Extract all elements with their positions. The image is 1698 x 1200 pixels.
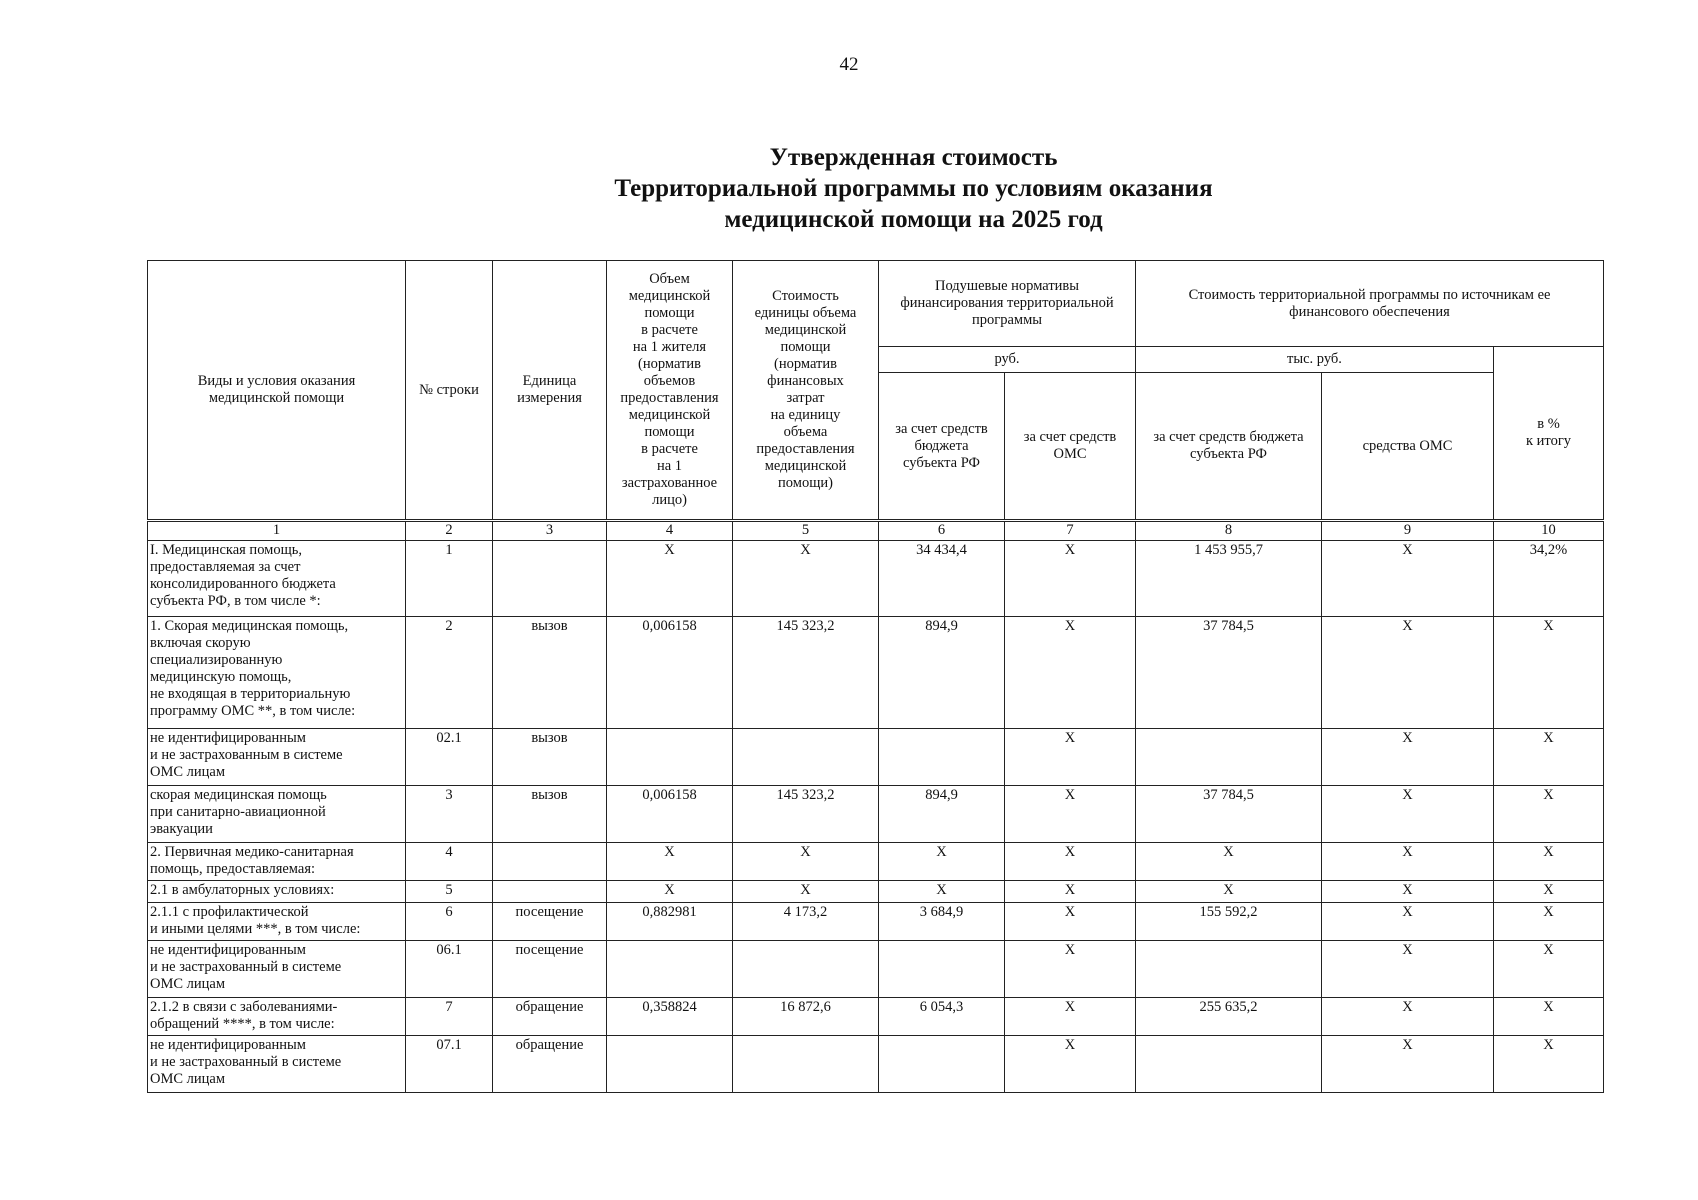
- column-number: 4: [607, 521, 733, 541]
- row-unit-cell: вызов: [493, 617, 607, 729]
- row-percent-cell: X: [1494, 729, 1604, 786]
- header-norm-budget: за счет средств бюджета субъекта РФ: [879, 373, 1005, 521]
- row-unit-cost-cell: [733, 1036, 879, 1093]
- column-number: 9: [1322, 521, 1494, 541]
- row-unit-cell: обращение: [493, 1036, 607, 1093]
- row-percent-cell: X: [1494, 843, 1604, 881]
- row-total-oms-cell: X: [1322, 617, 1494, 729]
- header-row-number: № строки: [406, 261, 493, 521]
- row-unit-cost-cell: 145 323,2: [733, 786, 879, 843]
- header-total-budget: за счет средств бюджета субъекта РФ: [1136, 373, 1322, 521]
- row-norm-oms-cell: X: [1005, 903, 1136, 941]
- header-per-capita-norms: Подушевые нормативы финансирования территориальной программы: [879, 261, 1136, 347]
- row-total-budget-cell: 1 453 955,7: [1136, 541, 1322, 617]
- row-total-oms-cell: X: [1322, 903, 1494, 941]
- row-kind-cell: скорая медицинская помощь при санитарно-авиационной эвакуации: [148, 786, 406, 843]
- table-row: [148, 541, 1604, 617]
- document-title: [0, 142, 1698, 235]
- row-percent-cell: X: [1494, 1036, 1604, 1093]
- row-volume-cell: 0,358824: [607, 998, 733, 1036]
- table-row: [148, 1036, 1604, 1093]
- row-number-cell: 07.1: [406, 1036, 493, 1093]
- column-number: 1: [148, 521, 406, 541]
- row-percent-cell: X: [1494, 941, 1604, 998]
- row-unit-cell: [493, 881, 607, 903]
- row-number-cell: 06.1: [406, 941, 493, 998]
- column-number: 8: [1136, 521, 1322, 541]
- row-unit-cost-cell: [733, 941, 879, 998]
- table-row: [148, 881, 1604, 903]
- table-row: [148, 998, 1604, 1036]
- row-total-budget-cell: 37 784,5: [1136, 786, 1322, 843]
- row-norm-budget-cell: [879, 1036, 1005, 1093]
- row-total-oms-cell: X: [1322, 941, 1494, 998]
- cost-table: [147, 260, 1604, 1093]
- row-kind-cell: 2.1.1 с профилактической и иными целями ***, в том числе:: [148, 903, 406, 941]
- row-volume-cell: [607, 729, 733, 786]
- table-row: [148, 617, 1604, 729]
- row-norm-oms-cell: X: [1005, 881, 1136, 903]
- row-number-cell: 02.1: [406, 729, 493, 786]
- row-percent-cell: X: [1494, 881, 1604, 903]
- row-unit-cost-cell: [733, 729, 879, 786]
- row-volume-cell: X: [607, 843, 733, 881]
- row-total-oms-cell: X: [1322, 729, 1494, 786]
- row-total-budget-cell: [1136, 941, 1322, 998]
- page-number: 42: [839, 54, 859, 75]
- header-percent-total: в % к итогу: [1494, 347, 1604, 521]
- row-total-oms-cell: X: [1322, 1036, 1494, 1093]
- row-norm-oms-cell: X: [1005, 541, 1136, 617]
- column-number: 5: [733, 521, 879, 541]
- row-total-oms-cell: X: [1322, 843, 1494, 881]
- row-percent-cell: X: [1494, 998, 1604, 1036]
- header-unit-rub: руб.: [879, 347, 1136, 373]
- row-unit-cost-cell: X: [733, 843, 879, 881]
- row-norm-budget-cell: 3 684,9: [879, 903, 1005, 941]
- row-unit-cell: посещение: [493, 903, 607, 941]
- column-number: 3: [493, 521, 607, 541]
- row-total-oms-cell: X: [1322, 881, 1494, 903]
- row-unit-cost-cell: X: [733, 541, 879, 617]
- row-total-budget-cell: [1136, 1036, 1322, 1093]
- row-kind-cell: 1. Скорая медицинская помощь, включая скорую специализированную медицинскую помощь, не входящая в территориальную программу ОМС **, в том числе:: [148, 617, 406, 729]
- row-total-budget-cell: 155 592,2: [1136, 903, 1322, 941]
- row-volume-cell: X: [607, 541, 733, 617]
- row-norm-oms-cell: X: [1005, 1036, 1136, 1093]
- row-kind-cell: не идентифицированным и не застрахованным в системе ОМС лицам: [148, 729, 406, 786]
- row-norm-budget-cell: 894,9: [879, 617, 1005, 729]
- row-unit-cell: вызов: [493, 786, 607, 843]
- row-number-cell: 2: [406, 617, 493, 729]
- table-row: [148, 729, 1604, 786]
- header-unit-thousand-rub: тыс. руб.: [1136, 347, 1494, 373]
- row-unit-cost-cell: 16 872,6: [733, 998, 879, 1036]
- row-norm-oms-cell: X: [1005, 786, 1136, 843]
- row-total-budget-cell: 37 784,5: [1136, 617, 1322, 729]
- table-body: [148, 521, 1604, 1093]
- table-row: [148, 786, 1604, 843]
- row-percent-cell: 34,2%: [1494, 541, 1604, 617]
- row-total-oms-cell: X: [1322, 541, 1494, 617]
- row-percent-cell: X: [1494, 617, 1604, 729]
- column-number: 10: [1494, 521, 1604, 541]
- row-norm-oms-cell: X: [1005, 617, 1136, 729]
- table-row: [148, 903, 1604, 941]
- header-unit-cost: Стоимость единицы объема медицинской помощи (норматив финансовых затрат на единицу объема предоставления медицинской помощи): [733, 261, 879, 521]
- row-number-cell: 5: [406, 881, 493, 903]
- header-norm-oms: за счет средств ОМС: [1005, 373, 1136, 521]
- row-percent-cell: X: [1494, 786, 1604, 843]
- table-header: [148, 261, 1604, 521]
- row-number-cell: 4: [406, 843, 493, 881]
- row-kind-cell: 2. Первичная медико-санитарная помощь, предоставляемая:: [148, 843, 406, 881]
- row-kind-cell: 2.1 в амбулаторных условиях:: [148, 881, 406, 903]
- row-kind-cell: I. Медицинская помощь, предоставляемая за счет консолидированного бюджета субъекта РФ, в том числе *:: [148, 541, 406, 617]
- row-unit-cost-cell: 145 323,2: [733, 617, 879, 729]
- row-norm-budget-cell: [879, 941, 1005, 998]
- table-row: [148, 843, 1604, 881]
- row-total-budget-cell: 255 635,2: [1136, 998, 1322, 1036]
- column-number: 2: [406, 521, 493, 541]
- row-total-oms-cell: X: [1322, 998, 1494, 1036]
- row-unit-cell: [493, 843, 607, 881]
- row-unit-cell: [493, 541, 607, 617]
- row-norm-budget-cell: 894,9: [879, 786, 1005, 843]
- row-volume-cell: [607, 1036, 733, 1093]
- row-number-cell: 3: [406, 786, 493, 843]
- row-norm-oms-cell: X: [1005, 941, 1136, 998]
- row-norm-budget-cell: 6 054,3: [879, 998, 1005, 1036]
- header-kind: Виды и условия оказания медицинской помощи: [148, 261, 406, 521]
- row-total-budget-cell: X: [1136, 843, 1322, 881]
- row-norm-budget-cell: X: [879, 881, 1005, 903]
- row-percent-cell: X: [1494, 903, 1604, 941]
- row-norm-oms-cell: X: [1005, 843, 1136, 881]
- row-total-budget-cell: X: [1136, 881, 1322, 903]
- row-total-budget-cell: [1136, 729, 1322, 786]
- row-norm-budget-cell: X: [879, 843, 1005, 881]
- row-norm-oms-cell: X: [1005, 729, 1136, 786]
- title-line-1: Утвержденная стоимость: [769, 144, 1058, 171]
- row-number-cell: 7: [406, 998, 493, 1036]
- row-kind-cell: не идентифицированным и не застрахованный в системе ОМС лицам: [148, 1036, 406, 1093]
- table-row: [148, 941, 1604, 998]
- row-unit-cost-cell: 4 173,2: [733, 903, 879, 941]
- row-unit-cost-cell: X: [733, 881, 879, 903]
- row-unit-cell: посещение: [493, 941, 607, 998]
- row-volume-cell: 0,006158: [607, 617, 733, 729]
- row-norm-budget-cell: [879, 729, 1005, 786]
- row-volume-cell: [607, 941, 733, 998]
- row-volume-cell: 0,006158: [607, 786, 733, 843]
- column-number-row: [148, 521, 1604, 541]
- header-volume: Объем медицинской помощи в расчете на 1 жителя (норматив объемов предоставления медицинской помощи в расчете на 1 застрахованное лицо): [607, 261, 733, 521]
- title-line-3: медицинской помощи на 2025 год: [724, 206, 1103, 233]
- row-volume-cell: X: [607, 881, 733, 903]
- header-unit: Единица измерения: [493, 261, 607, 521]
- row-unit-cell: обращение: [493, 998, 607, 1036]
- row-norm-budget-cell: 34 434,4: [879, 541, 1005, 617]
- row-unit-cell: вызов: [493, 729, 607, 786]
- row-total-oms-cell: X: [1322, 786, 1494, 843]
- header-total-oms: средства ОМС: [1322, 373, 1494, 521]
- row-number-cell: 6: [406, 903, 493, 941]
- row-kind-cell: 2.1.2 в связи с заболеваниями- обращений ****, в том числе:: [148, 998, 406, 1036]
- row-norm-oms-cell: X: [1005, 998, 1136, 1036]
- column-number: 6: [879, 521, 1005, 541]
- row-kind-cell: не идентифицированным и не застрахованный в системе ОМС лицам: [148, 941, 406, 998]
- header-program-cost: Стоимость территориальной программы по источникам ее финансового обеспечения: [1136, 261, 1604, 347]
- title-line-2: Территориальной программы по условиям оказания: [614, 175, 1213, 202]
- row-volume-cell: 0,882981: [607, 903, 733, 941]
- row-number-cell: 1: [406, 541, 493, 617]
- column-number: 7: [1005, 521, 1136, 541]
